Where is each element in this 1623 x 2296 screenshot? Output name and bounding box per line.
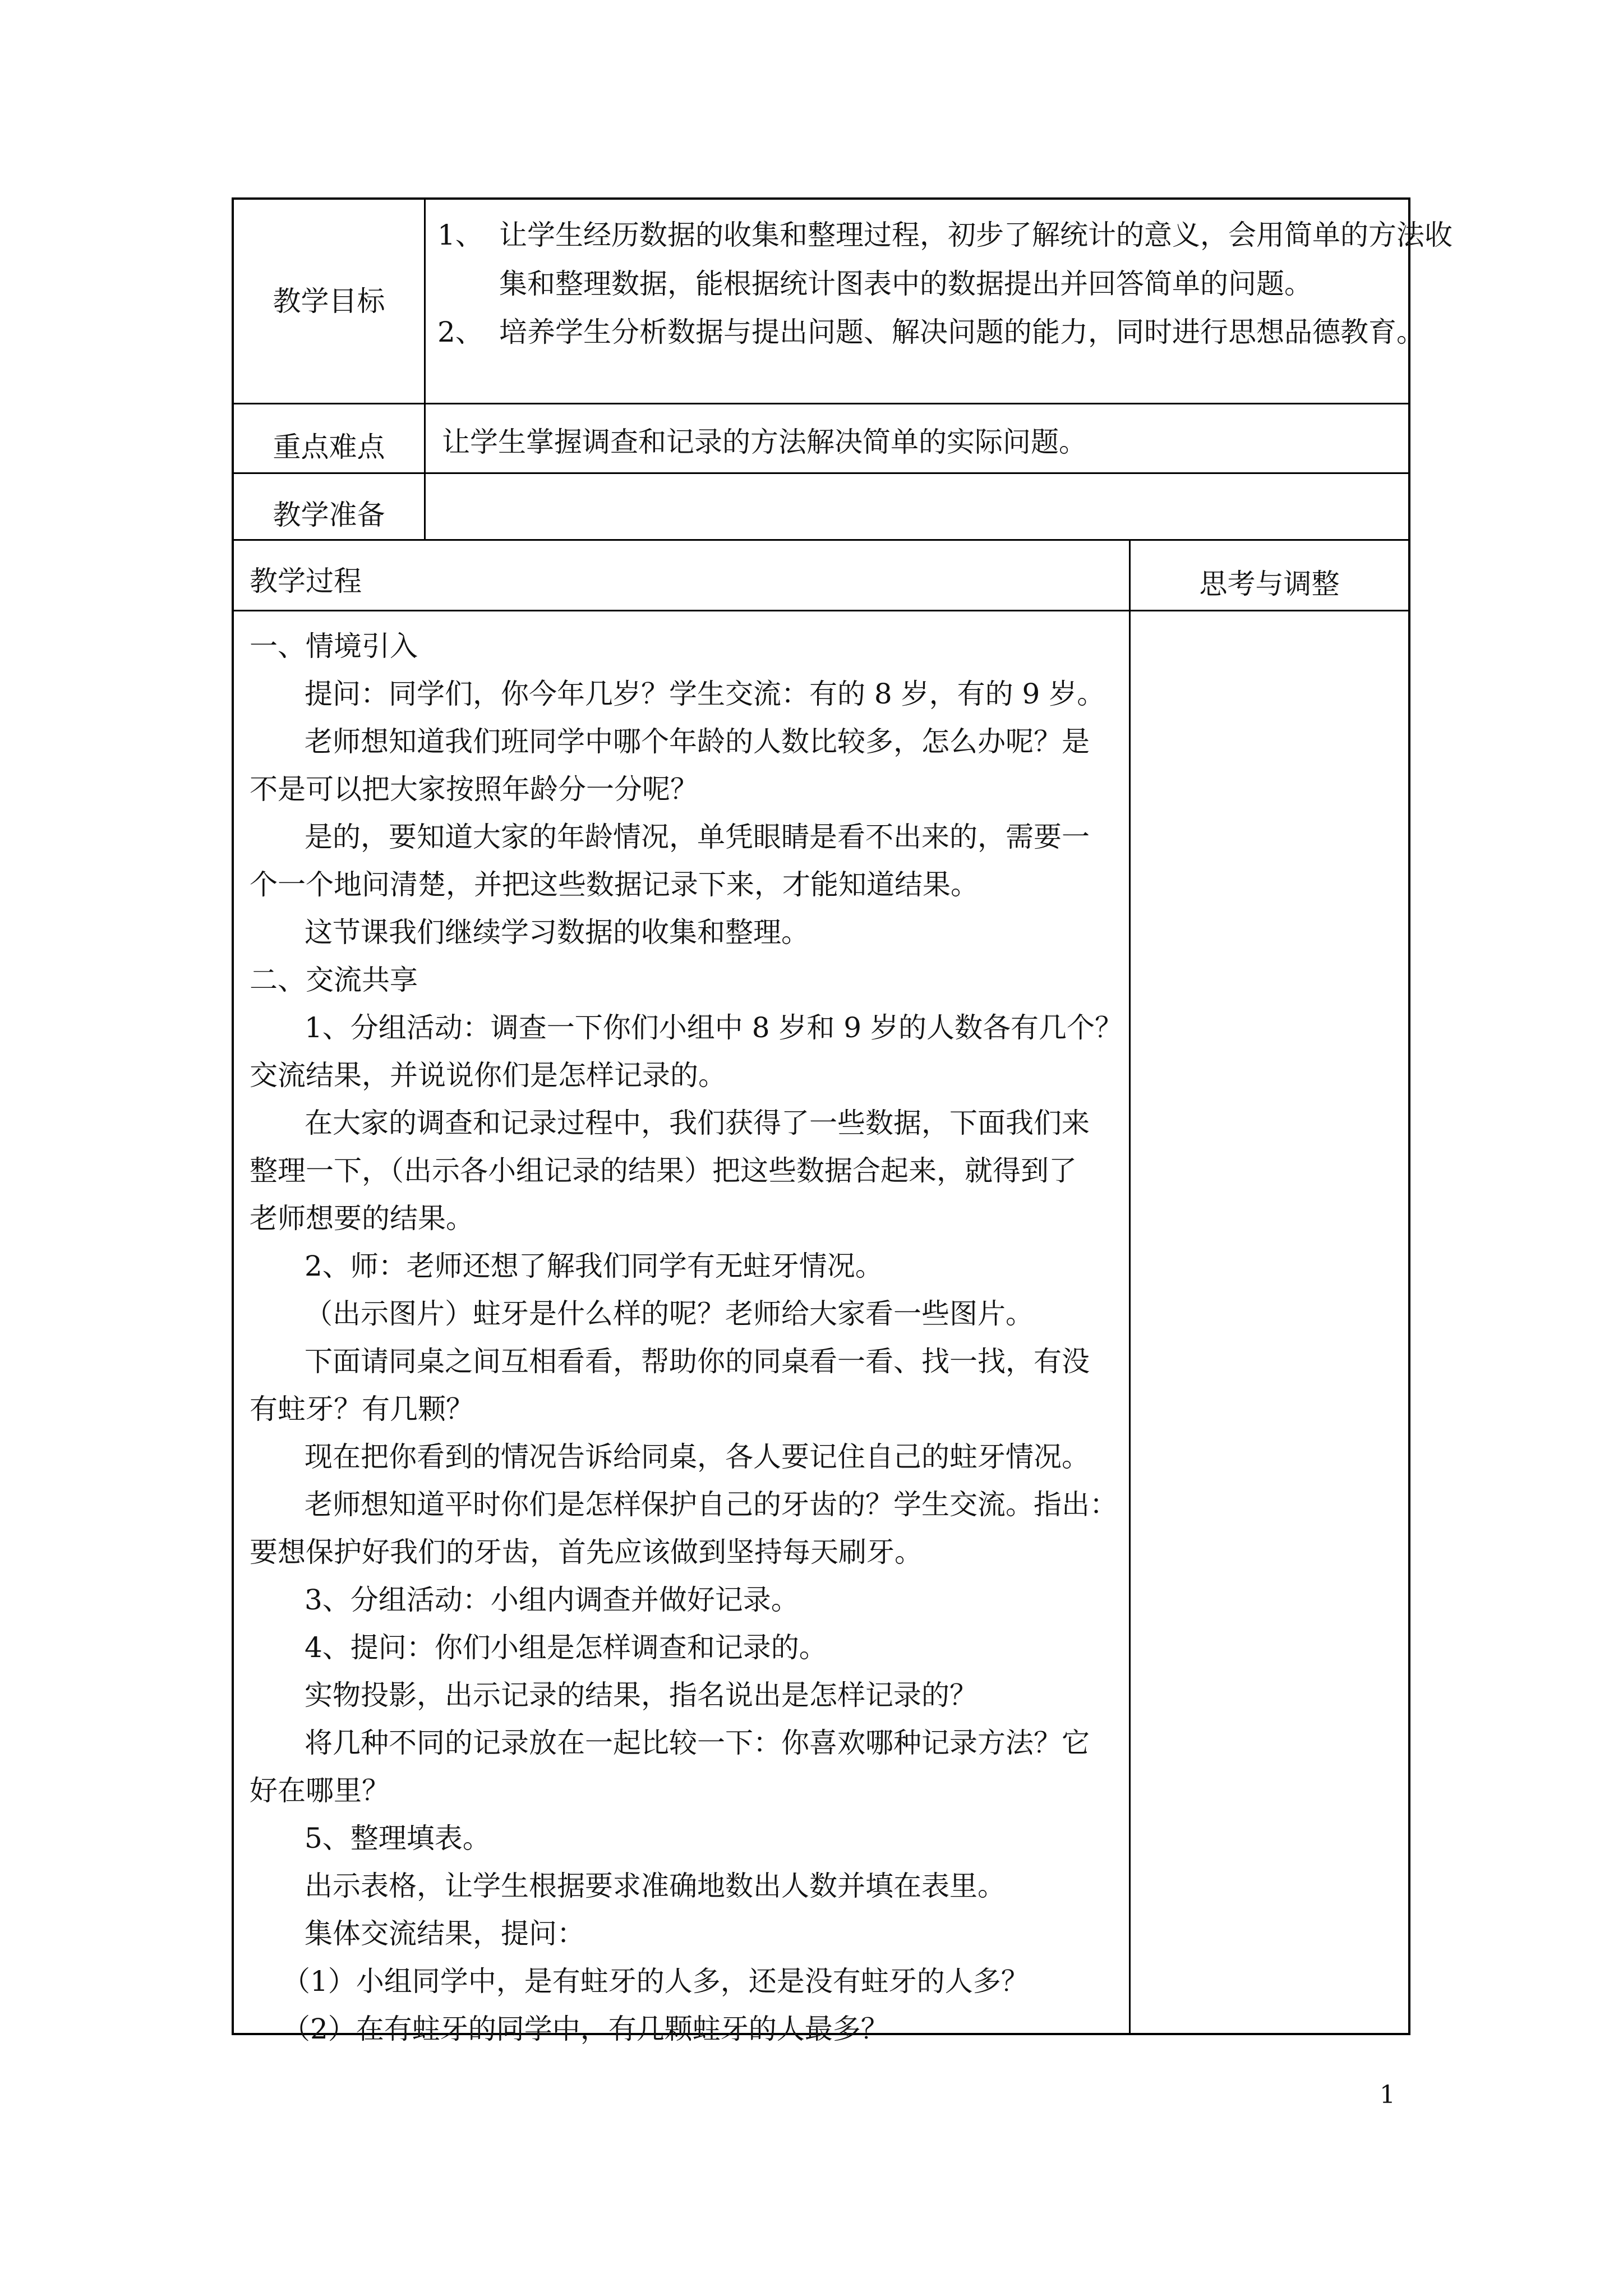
process-line: 3、分组活动：小组内调查并做好记录。 [305,1584,799,1616]
process-line: 不是可以把大家按照年龄分一分呢？ [250,773,698,806]
goal-item [437,308,1458,357]
process-line: 集体交流结果，提问： [305,1917,585,1950]
process-line: 这节课我们继续学习数据的收集和整理。 [305,916,809,949]
process-content [250,623,1123,2053]
process-line: 交流结果，并说说你们是怎样记录的。 [250,1059,726,1092]
process-line: 整理一下，（出示各小组记录的结果）把这些数据合起来，就得到了 [250,1154,1077,1187]
process-line: 现在把你看到的情况告诉给同桌，各人要记住自己的蛀牙情况。 [305,1441,1090,1473]
process-line: 是的，要知道大家的年龄情况，单凭眼睛是看不出来的，需要一 [305,821,1090,853]
process-line: 好在哪里？ [250,1774,390,1807]
reflection-header: 思考与调整 [1199,567,1340,600]
process-line: （2）在有蛀牙的同学中，有几颗蛀牙的人最多？ [282,2013,889,2045]
process-header: 教学过程 [250,565,362,597]
process-line: 2、师：老师还想了解我们同学有无蛀牙情况。 [305,1250,883,1282]
row-divider-prep [232,539,1410,541]
process-line: 老师想要的结果。 [250,1202,474,1235]
process-line: 二、交流共享 [250,964,418,996]
goals-label: 教学目标 [273,285,385,318]
goal-text: 培养学生分析数据与提出问题、解决问题的能力，同时进行思想品德教育。 [499,316,1424,348]
key-text: 让学生掌握调查和记录的方法解决简单的实际问题。 [442,426,1087,458]
row-divider-header [232,610,1410,611]
process-line: 个一个地问清楚，并把这些数据记录下来，才能知道结果。 [250,868,979,901]
row-divider-key [232,472,1410,474]
row-divider-goals [232,403,1410,404]
col-divider-label [424,197,426,539]
process-line: 1、分组活动：调查一下你们小组中 8 岁和 9 岁的人数各有几个？ [305,1011,1123,1044]
process-line: 要想保护好我们的牙齿，首先应该做到坚持每天刷牙。 [250,1536,923,1568]
col-divider-reflection [1129,539,1131,2035]
process-line: （出示图片）蛀牙是什么样的呢？老师给大家看一些图片。 [305,1297,1034,1330]
process-line: （1）小组同学中，是有蛀牙的人多，还是没有蛀牙的人多？ [282,1965,1029,1998]
process-line: 实物投影，出示记录的结果，指名说出是怎样记录的？ [305,1679,978,1711]
prep-label: 教学准备 [273,499,385,531]
goal-number: 1、 [437,219,483,251]
goal-number: 2、 [437,316,483,348]
process-line: 下面请同桌之间互相看看，帮助你的同桌看一看、找一找，有没 [305,1345,1090,1378]
key-label: 重点难点 [273,431,385,463]
page-number: 1 [1380,2081,1395,2109]
process-line: 4、提问：你们小组是怎样调查和记录的。 [305,1631,827,1664]
process-line: 老师想知道我们班同学中哪个年龄的人数比较多，怎么办呢？是 [305,725,1090,758]
process-line: 老师想知道平时你们是怎样保护自己的牙齿的？学生交流。指出： [305,1488,1118,1521]
process-line: 一、情境引入 [250,630,418,662]
goal-item [437,211,1458,309]
process-line: 提问：同学们，你今年几岁？学生交流：有的 8 岁，有的 9 岁。 [305,678,1105,710]
goal-text: 让学生经历数据的收集和整理过程，初步了解统计的意义，会用简单的方法收集和整理数据，能根据统计图表中的数据提出并回答简单的问题。 [499,219,1453,300]
process-line: 5、整理填表。 [305,1822,491,1855]
process-line: 出示表格，让学生根据要求准确地数出人数并填在表里。 [305,1870,1006,1902]
process-line: 将几种不同的记录放在一起比较一下：你喜欢哪种记录方法？它 [305,1727,1090,1759]
process-line: 有蛀牙？有几颗？ [250,1393,474,1425]
process-line: 在大家的调查和记录过程中，我们获得了一些数据，下面我们来 [305,1107,1090,1139]
